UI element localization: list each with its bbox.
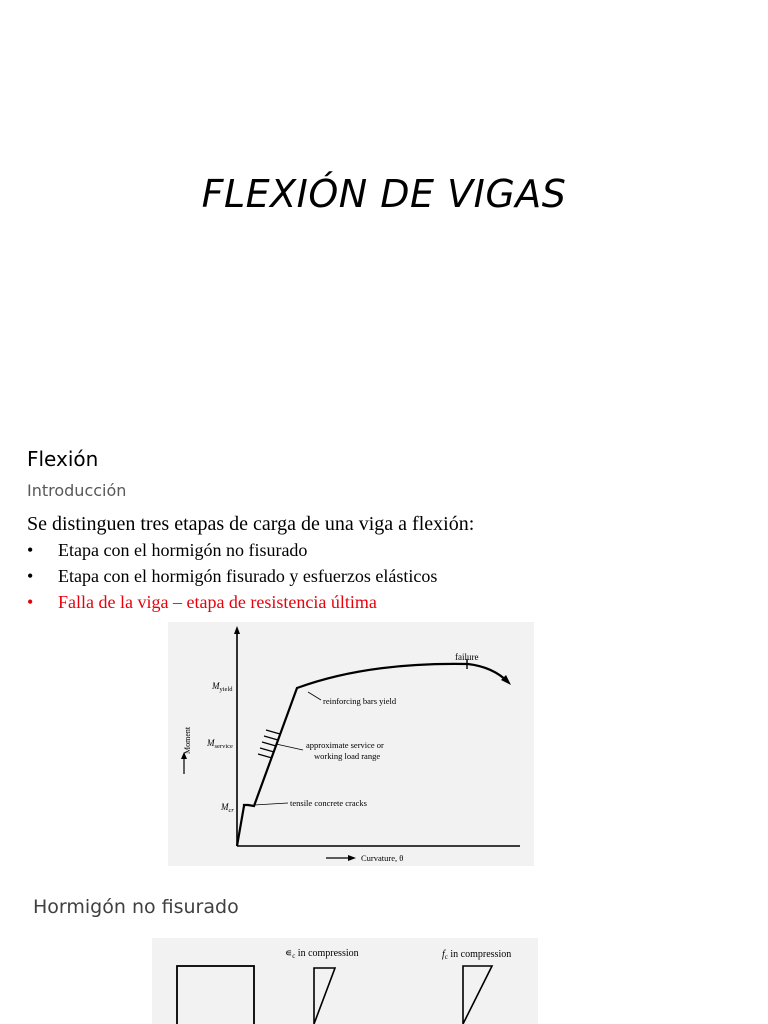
annotation-cracks: tensile concrete cracks xyxy=(290,798,367,808)
bullet-item-2 xyxy=(27,566,437,587)
intro-text: Se distinguen tres etapas de carga de una viga a flexión: xyxy=(27,513,475,535)
stress-label: $f_c$ in compression xyxy=(442,949,512,961)
x-axis-label: Curvature, θ xyxy=(361,853,404,863)
uncracked-section-diagram xyxy=(152,938,538,1024)
tick-label-m-cr: $M_{cr}$ xyxy=(221,802,234,814)
tick-label-m-service: $M_{service}$ xyxy=(207,738,233,750)
y-axis-label: Moment xyxy=(183,726,192,754)
tick-label-m-yield: $M_{yield}$ xyxy=(212,681,233,693)
annotation-failure: failure xyxy=(455,652,479,662)
bullet-item-1 xyxy=(27,540,307,561)
annotation-service-1: approximate service or xyxy=(306,740,384,750)
annotation-bars-yield: reinforcing bars yield xyxy=(323,696,397,706)
section-heading-uncracked: Hormigón no fisurado xyxy=(33,896,239,918)
annotation-service-2: working load range xyxy=(314,751,381,761)
strain-label: $∊_c$ in compression xyxy=(285,948,359,960)
bullet-item-3 xyxy=(27,592,377,613)
bullet-marker: • xyxy=(27,592,34,612)
section-subtitle: Introducción xyxy=(27,481,127,500)
bullet-marker: • xyxy=(27,540,34,560)
bullet-text: Etapa con el hormigón no fisurado xyxy=(58,540,308,560)
slide-title: FLEXIÓN DE VIGAS xyxy=(201,172,567,216)
bullet-text: Etapa con el hormigón fisurado y esfuerzos elásticos xyxy=(58,566,438,586)
bullet-marker: • xyxy=(27,566,34,586)
moment-curvature-chart xyxy=(168,622,534,866)
bullet-text: Falla de la viga – etapa de resistencia última xyxy=(58,592,377,612)
section-title: Flexión xyxy=(27,447,99,471)
